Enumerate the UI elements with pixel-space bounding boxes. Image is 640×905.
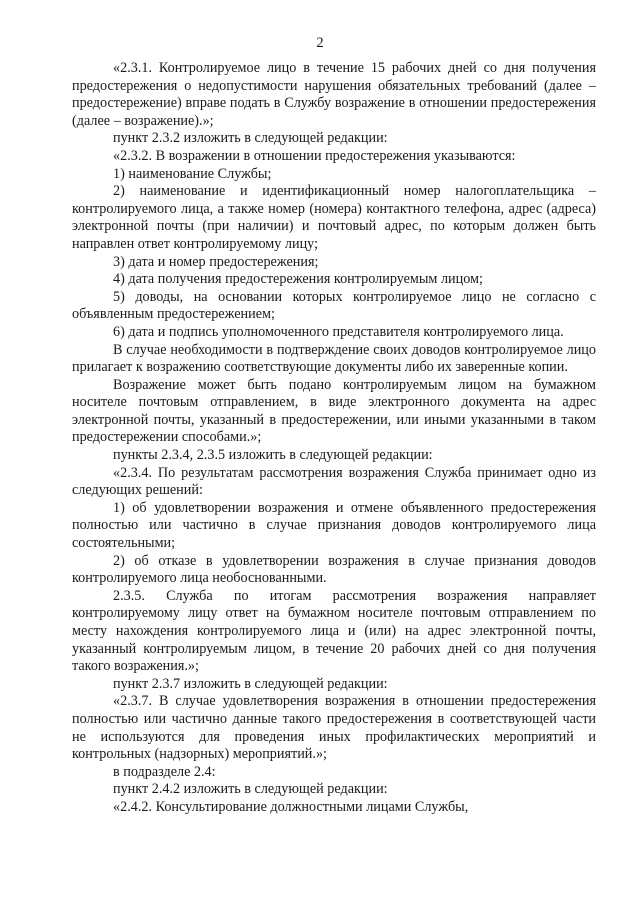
paragraph-instruction-2-3-7: пункт 2.3.7 изложить в следующей редакции: <box>113 675 388 692</box>
page-number: 2 <box>316 35 324 51</box>
paragraph-subsection-2-4: в подразделе 2.4: <box>113 763 216 780</box>
decision-item-2: 2) об отказе в удовлетворении возражения в случае признания доводов контролируемого лица необоснованными. <box>72 552 596 587</box>
decision-item-1: 1) об удовлетворении возражения и отмене объявленного предостережения полностью или частично в случае признания доводов контролируемого лица состоятельными; <box>72 499 596 552</box>
paragraph-instruction-2-3-4: пункты 2.3.4, 2.3.5 изложить в следующей редакции: <box>113 447 433 464</box>
list-item-4: 4) дата получения предостережения контролируемым лицом; <box>113 271 483 288</box>
paragraph-2-3-4: «2.3.4. По результатам рассмотрения возражения Служба принимает одно из следующих решений: <box>72 464 596 499</box>
paragraph-instruction-2-4-2: пункт 2.4.2 изложить в следующей редакции: <box>113 781 388 798</box>
list-item-2: 2) наименование и идентификационный номер налогоплательщика – контролируемого лица, а также номер (номера) контактного телефона, адрес (адреса) электронной почты (при наличии) и почтовый адрес, по которым должен быть направлен ответ контролируемому лицу; <box>72 183 596 252</box>
paragraph-instruction-2-3-2: пункт 2.3.2 изложить в следующей редакции: <box>113 130 388 147</box>
paragraph-2-3-5: 2.3.5. Служба по итогам рассмотрения возражения направляет контролируемому лицу ответ на бумажном носителе почтовым отправлением по месту нахождения контролируемого лица и (или) на адрес электронной почты, указанный контролируемым лицом, в течение 20 рабочих дней со дня получения такого возражения.»; <box>72 587 596 675</box>
document-body <box>72 60 596 817</box>
paragraph-2-3-1: «2.3.1. Контролируемое лицо в течение 15 рабочих дней со дня получения предостережения о недопустимости нарушения обязательных требований (далее – предостережение) вправе подать в Службу возражение в отношении предостережения (далее – возражение).»; <box>72 60 596 129</box>
list-item-6: 6) дата и подпись уполномоченного представителя контролируемого лица. <box>113 323 564 340</box>
list-item-1: 1) наименование Службы; <box>113 165 272 182</box>
paragraph-2-3-2: «2.3.2. В возражении в отношении предостережения указываются: <box>113 147 516 164</box>
paragraph-2-4-2: «2.4.2. Консультирование должностными лицами Службы, <box>113 798 469 815</box>
list-item-3: 3) дата и номер предостережения; <box>113 253 319 270</box>
paragraph-2-3-7: «2.3.7. В случае удовлетворения возражения в отношении предостережения полностью или частично данные такого предостережения в соответствующей части не используются для проведения иных профилактических мероприятий и контрольных (надзорных) мероприятий.»; <box>72 693 596 763</box>
list-item-5: 5) доводы, на основании которых контролируемое лицо не согласно с объявленным предостережением; <box>72 288 596 323</box>
paragraph-submission: Возражение может быть подано контролируемым лицом на бумажном носителе почтовым отправлением, в виде электронного документа на адрес электронной почты, указанный в предостережении, или иными указанными в таком предостережении способами.»; <box>72 376 596 446</box>
paragraph-attachments: В случае необходимости в подтверждение своих доводов контролируемое лицо прилагает к возражению соответствующие документы либо их заверенные копии. <box>72 341 596 376</box>
